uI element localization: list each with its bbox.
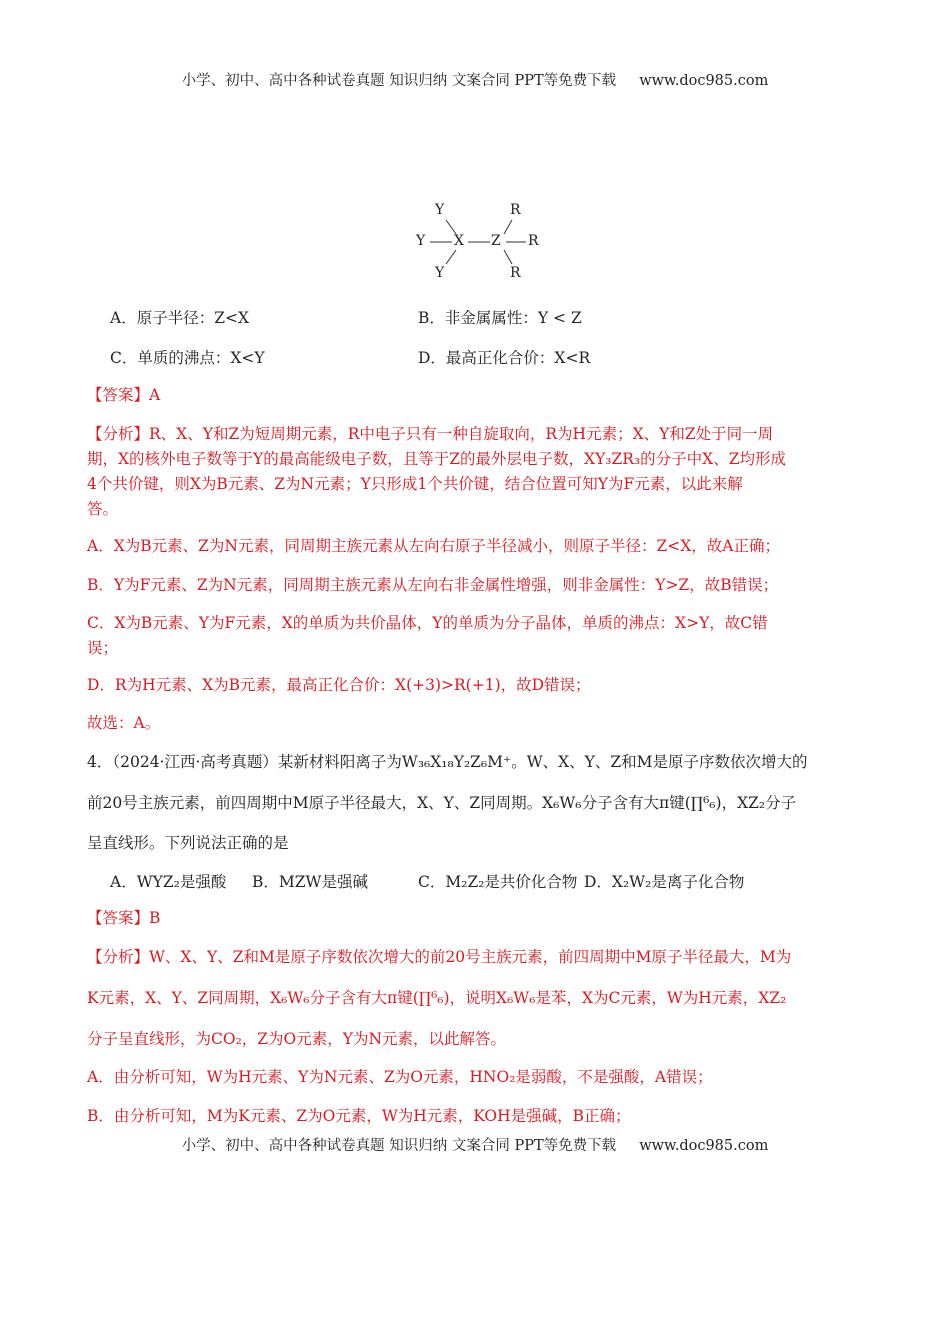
q3-option-c: C．单质的沸点：X<Y: [110, 349, 265, 367]
atom-y-bottom: Y: [435, 265, 445, 281]
atom-r-bottom: R: [510, 265, 521, 281]
q3-analysis-line: 4个共价键，则X为B元素、Z为N元素；Y只形成1个共价键，结合位置可知Y为F元素，以此来解: [87, 475, 743, 493]
atom-z: Z: [491, 233, 501, 249]
q3-option-b: B．非金属属性：Y < Z: [418, 309, 582, 327]
q3-answer: 【答案】A: [87, 386, 161, 404]
page-header: 小学、初中、高中各种试卷真题 知识归纳 文案合同 PPT等免费下载 www.doc985.com: [181, 73, 769, 89]
q3-explain-d: D．R为H元素、X为B元素，最高正化合价：X(+3)>R(+1)，故D错误；: [87, 676, 591, 694]
q3-analysis-line: 期，X的核外电子数等于Y的最高能级电子数，且等于Z的最外层电子数，XY₃ZR₃的分子中X、Z均形成: [87, 450, 786, 468]
q3-analysis-line: 答。: [87, 500, 119, 518]
q4-analysis-line: 【分析】W、X、Y、Z和M是原子序数依次增大的前20号主族元素，前四周期中M原子半径最大，M为: [87, 948, 792, 966]
q4-option-d: D．X₂W₂是离子化合物: [584, 873, 745, 891]
atom-r-right: R: [528, 233, 539, 249]
q3-conclusion: 故选：A。: [87, 714, 161, 732]
page-footer: 小学、初中、高中各种试卷真题 知识归纳 文案合同 PPT等免费下载 www.doc985.com: [181, 1138, 769, 1154]
q3-analysis-line: 【分析】R、X、Y和Z为短周期元素，R中电子只有一种自旋取向，R为H元素；X、Y和Z处于同一周: [87, 425, 774, 443]
atom-x: X: [454, 233, 464, 249]
q3-explain-c-cont: 误；: [87, 639, 119, 657]
q3-explain-a: A．X为B元素、Z为N元素，同周期主族元素从左向右原子半径减小，则原子半径：Z<X，故A正确；: [87, 537, 780, 555]
q4-answer: 【答案】B: [87, 909, 161, 927]
atom-y-left: Y: [416, 233, 426, 249]
q3-option-a: A．原子半径：Z<X: [110, 309, 249, 327]
q4-explain-a: A．由分析可知，W为H元素、Y为N元素、Z为O元素，HNO₂是弱酸，不是强酸，A错误；: [87, 1068, 713, 1086]
q4-analysis-line: 分子呈直线形，为CO₂，Z为O元素，Y为N元素，以此解答。: [87, 1030, 507, 1048]
q4-stem-line: 前20号主族元素，前四周期中M原子半径最大，X、Y、Z同周期。X₆W₆分子含有大π键(∏⁶₆)，XZ₂分子: [87, 794, 797, 812]
q4-analysis-line: K元素，X、Y、Z同周期，X₆W₆分子含有大π键(∏⁶₆)，说明X₆W₆是苯，X为C元素，W为H元素，XZ₂: [87, 989, 787, 1007]
q3-explain-c: C．X为B元素、Y为F元素，X的单质为共价晶体，Y的单质为分子晶体，单质的沸点：X>Y，故C错: [87, 614, 768, 632]
q4-option-b: B．MZW是强碱: [252, 873, 368, 891]
q4-stem-line: 4．（2024·江西·高考真题）某新材料阳离子为W₃₆X₁₈Y₂Z₆M⁺。W、X、Y、Z和M是原子序数依次增大的: [87, 753, 808, 771]
q4-stem-line: 呈直线形。下列说法正确的是: [87, 834, 289, 852]
atom-r-top: R: [510, 202, 521, 218]
molecule-structure: [410, 200, 550, 285]
q3-option-d: D．最高正化合价：X<R: [418, 349, 591, 367]
atom-y-top: Y: [435, 202, 445, 218]
q3-explain-b: B．Y为F元素、Z为N元素，同周期主族元素从左向右非金属性增强，则非金属性：Y>Z，故B错误；: [87, 576, 779, 594]
q4-explain-b: B．由分析可知，M为K元素、Z为O元素，W为H元素，KOH是强碱，B正确；: [87, 1107, 631, 1125]
q4-option-c: C．M₂Z₂是共价化合物: [418, 873, 578, 891]
q4-option-a: A．WYZ₂是强酸: [110, 873, 227, 891]
